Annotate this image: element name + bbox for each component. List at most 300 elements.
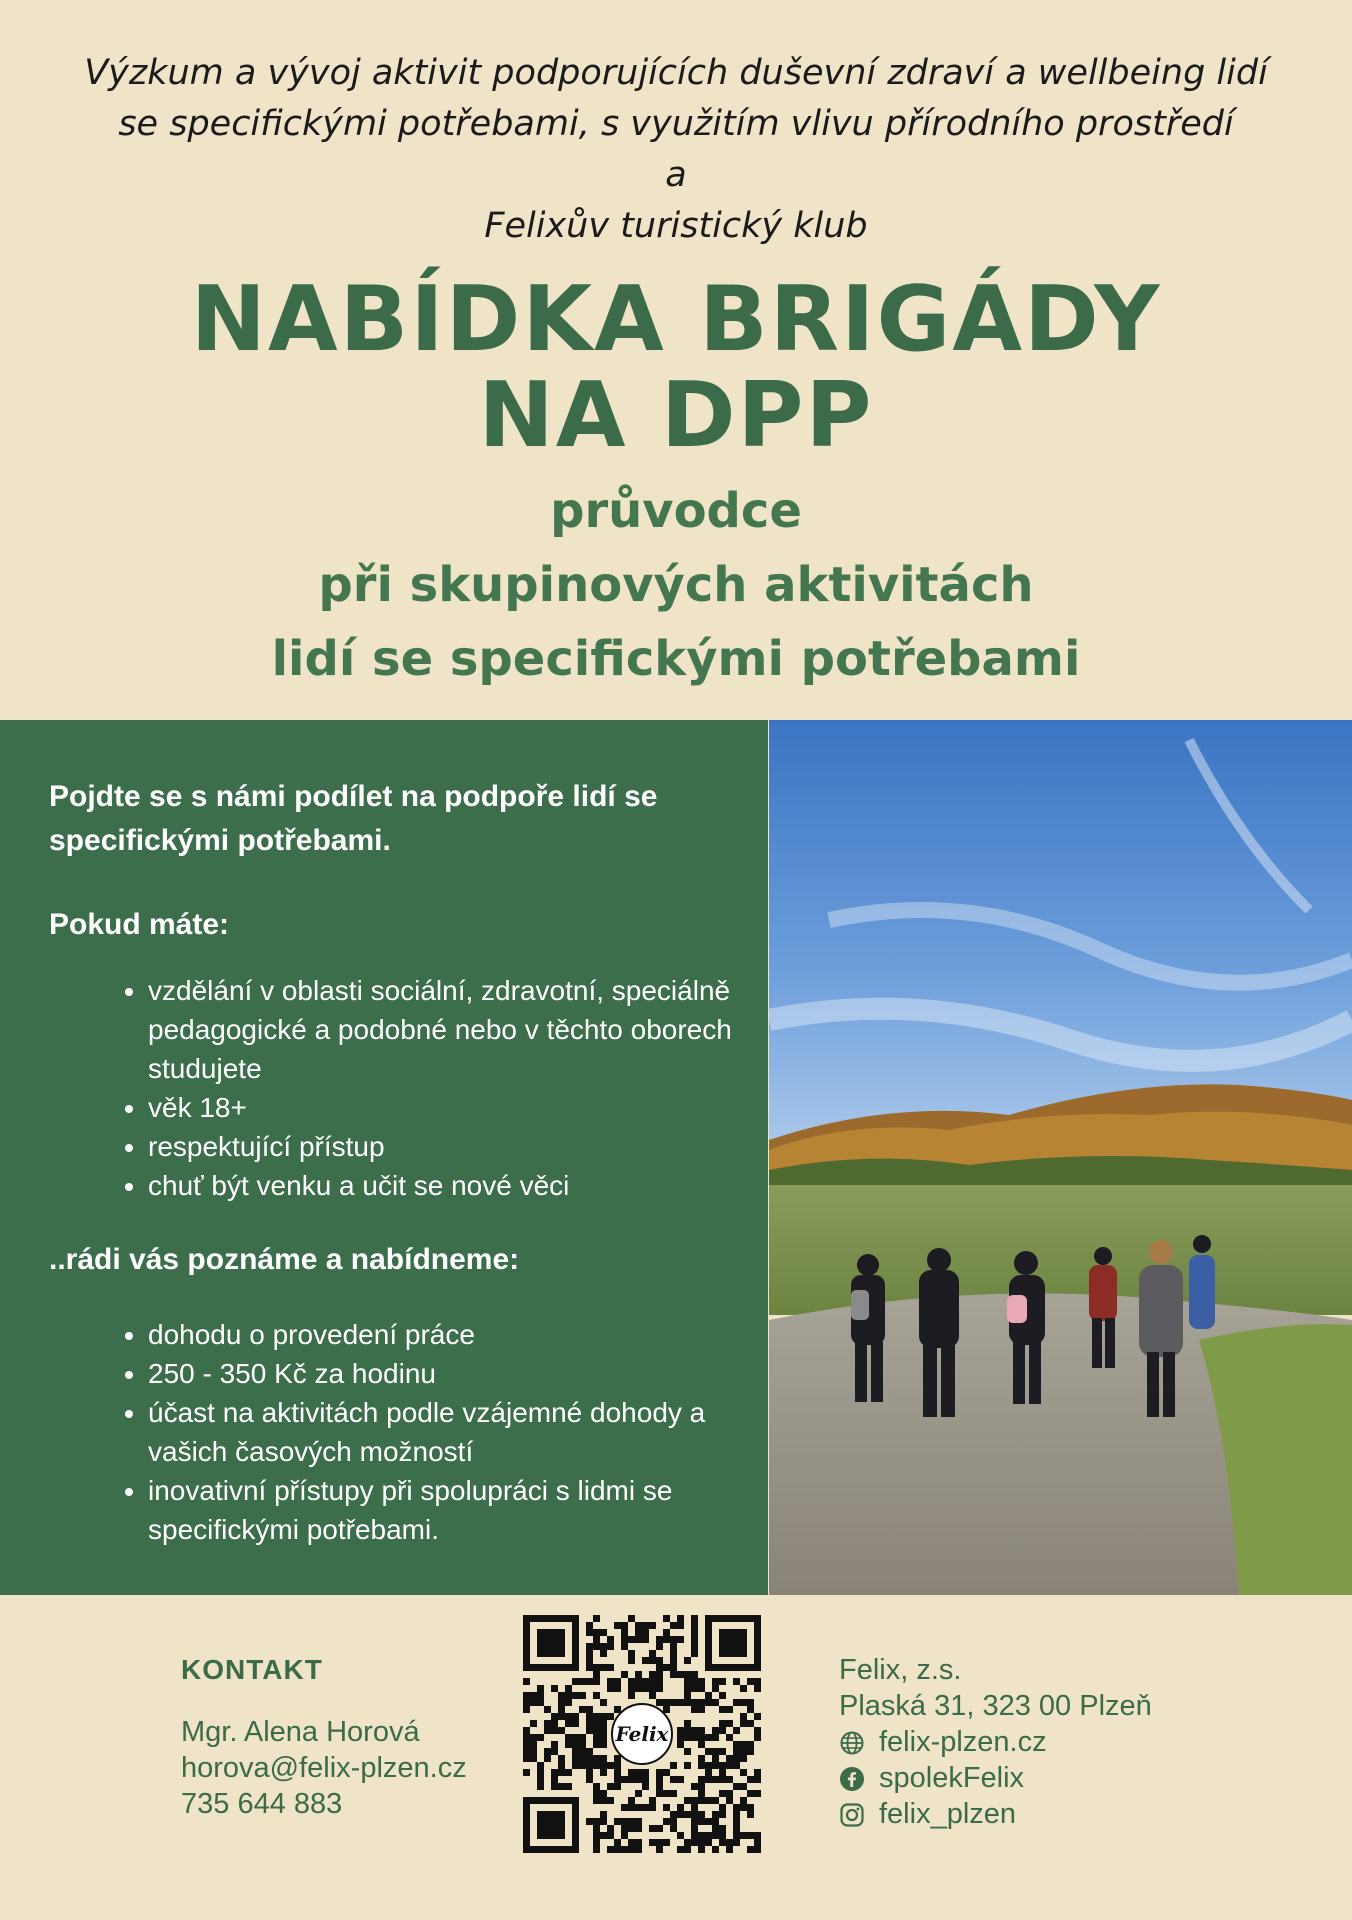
qr-module <box>586 1622 593 1629</box>
qr-module <box>621 1671 628 1678</box>
qr-module <box>684 1678 691 1685</box>
qr-module <box>621 1818 628 1825</box>
qr-module <box>558 1692 565 1699</box>
qr-module <box>733 1762 740 1769</box>
qr-module <box>593 1713 600 1720</box>
qr-module <box>670 1671 677 1678</box>
qr-module <box>558 1755 565 1762</box>
qr-module <box>698 1762 705 1769</box>
qr-module <box>747 1790 754 1797</box>
qr-module <box>600 1797 607 1804</box>
qr-module <box>663 1664 670 1671</box>
qr-module <box>614 1755 621 1762</box>
qr-module <box>600 1818 607 1825</box>
qr-module <box>656 1790 663 1797</box>
qr-module <box>677 1636 684 1643</box>
qr-module <box>628 1657 635 1664</box>
qr-module <box>635 1790 642 1797</box>
qr-module <box>670 1699 677 1706</box>
qr-module <box>635 1636 642 1643</box>
qr-module <box>558 1783 565 1790</box>
qr-module <box>544 1720 551 1727</box>
subhead-line-1: průvodce <box>550 483 802 539</box>
qr-module <box>677 1615 684 1622</box>
qr-module <box>684 1699 691 1706</box>
facebook-link[interactable] <box>839 1760 1152 1796</box>
qr-module <box>523 1741 530 1748</box>
qr-module <box>642 1629 649 1636</box>
qr-module <box>586 1678 593 1685</box>
qr-module <box>621 1636 628 1643</box>
qr-module <box>628 1692 635 1699</box>
qr-module <box>656 1685 663 1692</box>
qr-module <box>705 1734 712 1741</box>
qr-module <box>726 1762 733 1769</box>
qr-module <box>691 1629 698 1636</box>
qr-module <box>593 1797 600 1804</box>
qr-module <box>579 1748 586 1755</box>
headline-line-1: NABÍDKA BRIGÁDY <box>190 267 1162 372</box>
qr-module <box>712 1755 719 1762</box>
qr-module <box>635 1685 642 1692</box>
qr-module <box>733 1755 740 1762</box>
qr-module <box>670 1762 677 1769</box>
qr-module <box>684 1734 691 1741</box>
qr-module <box>733 1832 740 1839</box>
qr-module <box>691 1804 698 1811</box>
qr-module <box>754 1727 761 1734</box>
contact-phone[interactable]: 735 644 883 <box>181 1788 343 1820</box>
qr-module <box>726 1846 733 1853</box>
qr-module <box>551 1769 558 1776</box>
web-link[interactable] <box>839 1724 1152 1760</box>
qr-module <box>635 1629 642 1636</box>
qr-module <box>691 1839 698 1846</box>
qr-module <box>747 1678 754 1685</box>
qr-module <box>733 1783 740 1790</box>
qr-module <box>614 1818 621 1825</box>
qr-module <box>649 1839 656 1846</box>
qr-module <box>684 1720 691 1727</box>
qr-module <box>719 1678 726 1685</box>
qr-module <box>684 1839 691 1846</box>
qr-module <box>698 1818 705 1825</box>
qr-module <box>586 1706 593 1713</box>
qr-module <box>607 1685 614 1692</box>
qr-module <box>565 1741 572 1748</box>
qr-module <box>719 1825 726 1832</box>
organization-block <box>839 1652 1152 1832</box>
qr-module <box>635 1678 642 1685</box>
facebook-label: spolekFelix <box>879 1762 1025 1794</box>
panel-lead: Pojdte se s námi podílet na podpoře lidí se specifickými potřebami. <box>49 780 658 857</box>
facebook-icon <box>839 1765 865 1791</box>
qr-module <box>670 1664 677 1671</box>
qr-module <box>712 1748 719 1755</box>
instagram-link[interactable] <box>839 1796 1152 1832</box>
qr-module <box>670 1622 677 1629</box>
qr-module <box>544 1755 551 1762</box>
qr-module <box>670 1657 677 1664</box>
qr-module <box>579 1741 586 1748</box>
qr-module <box>705 1748 712 1755</box>
qr-module <box>642 1783 649 1790</box>
qr-module <box>670 1636 677 1643</box>
qr-module <box>558 1706 565 1713</box>
qr-module <box>586 1629 593 1636</box>
qr-module <box>719 1832 726 1839</box>
qr-module <box>684 1762 691 1769</box>
qr-module <box>698 1706 705 1713</box>
qr-module <box>572 1741 579 1748</box>
qr-module <box>600 1720 607 1727</box>
qr-module <box>670 1643 677 1650</box>
qr-module <box>649 1797 656 1804</box>
qr-module <box>698 1783 705 1790</box>
qr-module <box>726 1797 733 1804</box>
qr-module <box>628 1825 635 1832</box>
qr-module <box>733 1804 740 1811</box>
qr-module <box>593 1832 600 1839</box>
list-item: • věk 18+ <box>148 1088 748 1127</box>
qr-module <box>642 1622 649 1629</box>
qr-module <box>705 1699 712 1706</box>
qr-module <box>691 1832 698 1839</box>
qr-module <box>593 1678 600 1685</box>
qr-module <box>691 1734 698 1741</box>
qr-module <box>712 1811 719 1818</box>
job-details-panel <box>0 720 768 1595</box>
qr-module <box>621 1629 628 1636</box>
qr-module <box>698 1685 705 1692</box>
qr-module <box>649 1804 656 1811</box>
qr-module <box>677 1727 684 1734</box>
qr-module <box>705 1692 712 1699</box>
qr-module <box>593 1720 600 1727</box>
qr-module <box>600 1790 607 1797</box>
qr-module <box>712 1825 719 1832</box>
qr-module <box>656 1636 663 1643</box>
qr-module <box>628 1804 635 1811</box>
qr-module <box>586 1755 593 1762</box>
qr-module <box>593 1664 600 1671</box>
qr-module <box>530 1699 537 1706</box>
qr-module <box>705 1818 712 1825</box>
qr-module <box>656 1846 663 1853</box>
qr-module <box>677 1671 684 1678</box>
qr-module <box>593 1643 600 1650</box>
qr-module <box>628 1818 635 1825</box>
qr-module <box>565 1734 572 1741</box>
headline <box>0 267 1352 468</box>
qr-module <box>586 1727 593 1734</box>
qr-module <box>593 1839 600 1846</box>
qr-module <box>712 1762 719 1769</box>
qr-module <box>677 1832 684 1839</box>
qr-module <box>572 1713 579 1720</box>
qr-module <box>747 1748 754 1755</box>
qr-module <box>740 1783 747 1790</box>
qr-module <box>600 1699 607 1706</box>
qr-module <box>614 1846 621 1853</box>
qr-module <box>698 1776 705 1783</box>
qr-module <box>670 1790 677 1797</box>
qr-module <box>649 1657 656 1664</box>
qr-module <box>614 1776 621 1783</box>
qr-module <box>586 1650 593 1657</box>
qr-module <box>740 1832 747 1839</box>
intro-block <box>0 48 1352 252</box>
qr-module <box>558 1713 565 1720</box>
qr-module <box>719 1811 726 1818</box>
qr-module <box>551 1776 558 1783</box>
qr-module <box>558 1762 565 1769</box>
qr-module <box>649 1622 656 1629</box>
offer-list <box>100 1315 748 1549</box>
qr-module <box>607 1678 614 1685</box>
qr-module <box>600 1727 607 1734</box>
qr-module <box>649 1678 656 1685</box>
qr-module <box>600 1734 607 1741</box>
qr-module <box>656 1678 663 1685</box>
qr-module <box>586 1720 593 1727</box>
qr-module <box>754 1776 761 1783</box>
qr-module <box>621 1804 628 1811</box>
intro-line-1: Výzkum a vývoj aktivit podporujících duševní zdraví a wellbeing lidí <box>84 53 1268 93</box>
qr-module <box>544 1706 551 1713</box>
qr-module <box>754 1769 761 1776</box>
qr-module <box>558 1727 565 1734</box>
list-item: • respektující přístup <box>148 1127 748 1166</box>
qr-module <box>635 1622 642 1629</box>
qr-module <box>579 1762 586 1769</box>
list-item: • chuť být venku a učit se nové věci <box>148 1166 748 1205</box>
qr-module <box>642 1769 649 1776</box>
qr-module <box>740 1804 747 1811</box>
qr-module <box>691 1650 698 1657</box>
qr-module <box>691 1706 698 1713</box>
qr-module <box>642 1685 649 1692</box>
qr-module <box>649 1825 656 1832</box>
qr-module <box>523 1769 530 1776</box>
instagram-icon <box>839 1801 865 1827</box>
qr-code[interactable] <box>523 1615 761 1853</box>
qr-module <box>635 1839 642 1846</box>
qr-module <box>537 1783 544 1790</box>
qr-module <box>733 1825 740 1832</box>
qr-module <box>698 1790 705 1797</box>
qr-module <box>740 1748 747 1755</box>
qr-module <box>635 1846 642 1853</box>
qr-module <box>670 1650 677 1657</box>
qr-module <box>684 1685 691 1692</box>
qr-module <box>677 1804 684 1811</box>
qr-module <box>523 1706 530 1713</box>
qr-module <box>684 1657 691 1664</box>
qr-module <box>537 1769 544 1776</box>
qr-module <box>586 1748 593 1755</box>
qr-module <box>656 1657 663 1664</box>
qr-module <box>628 1846 635 1853</box>
qr-module <box>677 1622 684 1629</box>
qr-module <box>691 1678 698 1685</box>
qr-module <box>649 1650 656 1657</box>
qr-module <box>740 1685 747 1692</box>
qr-module <box>712 1699 719 1706</box>
qr-module <box>642 1678 649 1685</box>
qr-module <box>586 1818 593 1825</box>
qr-module <box>544 1727 551 1734</box>
qr-module <box>754 1832 761 1839</box>
qr-module <box>572 1678 579 1685</box>
qr-module <box>628 1636 635 1643</box>
qr-module <box>705 1769 712 1776</box>
list-item: • účast na aktivitách podle vzájemné dohody a vašich časových možností <box>148 1393 748 1471</box>
qr-module <box>712 1685 719 1692</box>
qr-module <box>733 1839 740 1846</box>
qr-module <box>691 1685 698 1692</box>
qr-module <box>614 1685 621 1692</box>
org-name: Felix, z.s. <box>839 1654 962 1686</box>
qr-module <box>628 1678 635 1685</box>
qr-module <box>551 1783 558 1790</box>
qr-module <box>663 1699 670 1706</box>
qr-module <box>579 1755 586 1762</box>
qr-module <box>684 1671 691 1678</box>
qr-module <box>733 1818 740 1825</box>
qr-module <box>698 1755 705 1762</box>
qr-module <box>726 1790 733 1797</box>
qr-module <box>607 1846 614 1853</box>
qr-module <box>600 1629 607 1636</box>
qr-module <box>621 1846 628 1853</box>
qr-module <box>607 1664 614 1671</box>
qr-module <box>586 1643 593 1650</box>
qr-module <box>600 1769 607 1776</box>
qr-module <box>593 1825 600 1832</box>
qr-module <box>670 1825 677 1832</box>
qr-module <box>747 1804 754 1811</box>
qr-module <box>754 1734 761 1741</box>
qr-module <box>537 1762 544 1769</box>
qr-module <box>649 1692 656 1699</box>
qr-module <box>726 1720 733 1727</box>
qr-module <box>684 1748 691 1755</box>
qr-module <box>698 1678 705 1685</box>
qr-module <box>691 1825 698 1832</box>
qr-module <box>621 1776 628 1783</box>
qr-module <box>572 1734 579 1741</box>
qr-module <box>691 1615 698 1622</box>
qr-module <box>593 1615 600 1622</box>
qr-module <box>551 1741 558 1748</box>
qr-module <box>656 1643 663 1650</box>
qr-module <box>698 1727 705 1734</box>
qr-module <box>656 1671 663 1678</box>
qr-module <box>712 1818 719 1825</box>
contact-block <box>181 1652 467 1822</box>
qr-module <box>530 1755 537 1762</box>
qr-module <box>698 1734 705 1741</box>
qr-module <box>551 1685 558 1692</box>
qr-module <box>614 1706 621 1713</box>
qr-module <box>628 1776 635 1783</box>
contact-email[interactable]: horova@felix-plzen.cz <box>181 1752 467 1784</box>
qr-module <box>565 1720 572 1727</box>
qr-module <box>600 1650 607 1657</box>
qr-module <box>635 1818 642 1825</box>
qr-module <box>691 1699 698 1706</box>
qr-module <box>628 1769 635 1776</box>
qr-module <box>607 1825 614 1832</box>
qr-module <box>600 1755 607 1762</box>
qr-module <box>523 1734 530 1741</box>
qr-module <box>656 1783 663 1790</box>
qr-module <box>614 1783 621 1790</box>
qr-module <box>754 1790 761 1797</box>
qr-module <box>733 1811 740 1818</box>
qr-module <box>677 1811 684 1818</box>
qr-module <box>565 1713 572 1720</box>
list-item: • vzdělání v oblasti sociální, zdravotní, speciálně pedagogické a podobné nebo v těchto oborech studujete <box>148 971 748 1088</box>
contact-heading: KONTAKT <box>181 1654 323 1685</box>
qr-module <box>600 1664 607 1671</box>
qr-module <box>747 1832 754 1839</box>
qr-module <box>607 1832 614 1839</box>
qr-module <box>670 1811 677 1818</box>
qr-module <box>607 1797 614 1804</box>
qr-module <box>719 1748 726 1755</box>
qr-module <box>586 1769 593 1776</box>
qr-module <box>677 1699 684 1706</box>
qr-module <box>754 1678 761 1685</box>
qr-module <box>628 1839 635 1846</box>
qr-module <box>565 1692 572 1699</box>
qr-module <box>572 1720 579 1727</box>
qr-module <box>747 1720 754 1727</box>
qr-module <box>572 1755 579 1762</box>
headline-line-2: NA DPP <box>478 363 874 468</box>
qr-module <box>698 1846 705 1853</box>
qr-logo-text: Felix <box>615 1722 669 1746</box>
qr-module <box>600 1762 607 1769</box>
qr-module <box>691 1636 698 1643</box>
qr-module <box>614 1762 621 1769</box>
intro-line-4: Felixův turistický klub <box>484 206 868 246</box>
qr-module <box>593 1818 600 1825</box>
qr-module <box>607 1762 614 1769</box>
qr-module <box>621 1643 628 1650</box>
qr-module <box>705 1832 712 1839</box>
offer-heading: ..rádi vás poznáme a nabídneme: <box>49 1243 520 1276</box>
qr-module <box>642 1636 649 1643</box>
qr-module <box>726 1734 733 1741</box>
qr-module <box>684 1846 691 1853</box>
qr-module <box>593 1846 600 1853</box>
qr-module <box>754 1713 761 1720</box>
qr-module <box>677 1741 684 1748</box>
qr-module <box>523 1678 530 1685</box>
qr-module <box>523 1727 530 1734</box>
qr-module <box>733 1699 740 1706</box>
qr-module <box>705 1776 712 1783</box>
qr-module <box>607 1713 614 1720</box>
qr-module <box>656 1825 663 1832</box>
qr-module <box>747 1741 754 1748</box>
qr-module <box>656 1769 663 1776</box>
qr-module <box>698 1832 705 1839</box>
qr-module <box>523 1699 530 1706</box>
